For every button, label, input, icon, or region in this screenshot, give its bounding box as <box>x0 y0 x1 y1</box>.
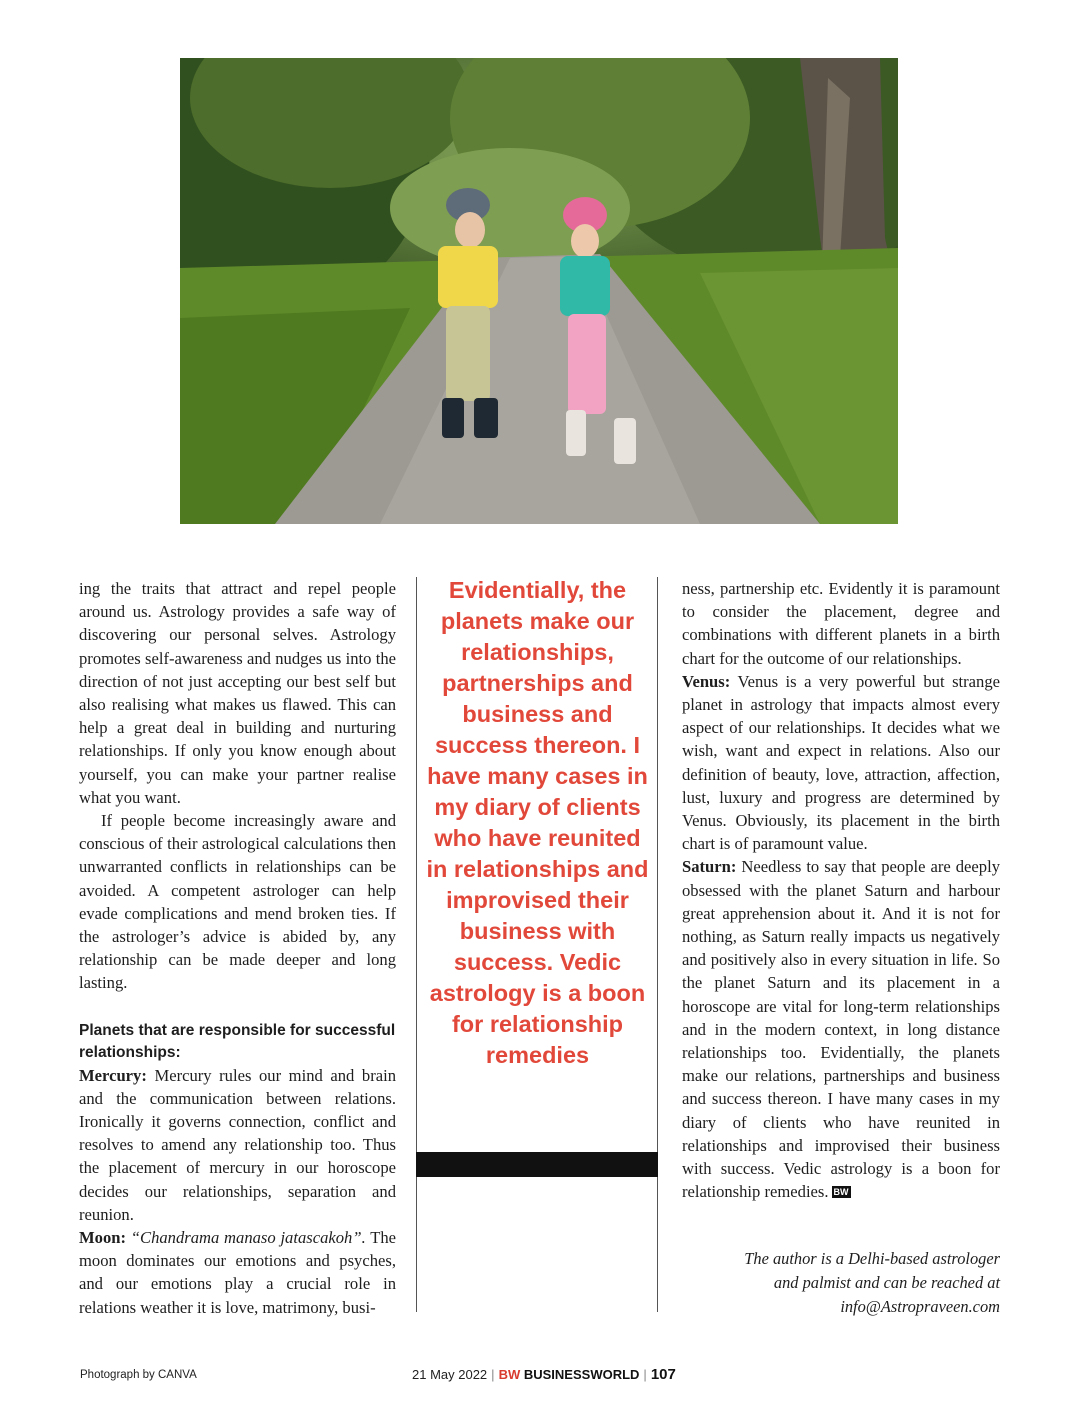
left-paragraph-2: If people become increasingly aware and conscious of their astrological calculations then unwarranted conflicts in relationships can be avoided. A competent astrologer can help evade complications and mend broken ties. If the astrologer’s advice is abided by, any relationship can be made deeper and long lasting. <box>79 811 396 993</box>
end-mark-icon: BW <box>833 1187 849 1198</box>
mercury-text: Mercury rules our mind and brain and the communication between relations. Ironically it governs connection, conflict and resolves to amend any relationship too. Thus the placement of mercury in our horoscope decides our relationships, separation and reunion. <box>79 1065 396 1224</box>
moon-quote: “Chandrama manaso jatascakoh”. <box>130 1228 366 1248</box>
page-footer <box>412 1366 676 1383</box>
moon-paragraph <box>79 1226 396 1319</box>
photo-illustration <box>180 58 898 524</box>
page-number: 107 <box>650 1366 676 1383</box>
author-email-link[interactable]: info@Astropraveen.com <box>840 1297 1000 1316</box>
footer-separator: | <box>491 1367 495 1382</box>
author-credit-line-2: and palmist and can be reached at <box>773 1273 1000 1292</box>
venus-paragraph <box>682 670 1000 856</box>
section-subhead: Planets that are responsible for successful relationships: <box>79 1021 396 1061</box>
saturn-label: Saturn: <box>682 857 737 877</box>
pull-quote: Evidentially, the planets make our relationships, partnerships and business and success thereon. I have many cases in my diary of clients who have reunited in relationships and improvised their business with success. Vedic astrology is a boon for relationship remedies <box>426 577 649 1068</box>
pull-quote-bar <box>416 1152 658 1177</box>
column-divider-left <box>416 577 417 1312</box>
left-paragraph-1: ing the traits that attract and repel people around us. Astrology provides a safe way of discovering our personal selves. Astrology promotes self-awareness and nudges us into the direction of not just accepting our best self but also realising what makes us flawed. This can help a great deal in building and nurturing relationships. If only you know enough about yourself, you can make your partner realise what you want. <box>79 579 396 807</box>
author-credit <box>640 1247 1000 1319</box>
issue-date: 21 May 2022 <box>412 1367 488 1382</box>
moon-text: The moon dominates our emotions and psyches, and our emotions play a crucial role in relations weather it is love, matrimony, busi- <box>79 1228 396 1317</box>
mercury-paragraph <box>79 1064 396 1226</box>
right-column <box>682 577 1000 1203</box>
saturn-text: Needless to say that people are deeply obsessed with the planet Saturn and harbour great apprehension about it. And it is not for nothing, as Saturn really impacts us negatively and positively also in every situation in life. So the planet Saturn and its placement in a horoscope are vital for long-term relationships and in the modern context, in long distance relationships too. Evidentially, the planets make our relations, partnerships and business and success thereon. I have many cases in my diary of clients who have reunited in relationships and improvised their business with success. Vedic astrology is a boon for relationship remedies. <box>682 857 1000 1202</box>
bw-logo: BW <box>498 1367 521 1382</box>
left-column <box>79 577 396 1319</box>
magazine-name: BUSINESSWORLD <box>523 1367 640 1382</box>
author-credit-line-1: The author is a Delhi-based astrologer <box>744 1249 1000 1268</box>
column-divider-right <box>657 577 658 1312</box>
moon-label: Moon: <box>79 1228 127 1248</box>
venus-text: Venus is a very powerful but strange planet in astrology that impacts almost every aspect of our relationships. It decides what we wish, want and expect in relations. Also our definition of beauty, love, attraction, affection, lust, luxury and progress are determined by Venus. Obviously, its placement in the birth chart is of paramount value. <box>682 671 1000 854</box>
article-photo <box>180 58 898 524</box>
saturn-paragraph <box>682 855 1000 1203</box>
footer-separator: | <box>643 1367 647 1382</box>
mercury-label: Mercury: <box>79 1065 147 1085</box>
photo-credit: Photograph by CANVA <box>80 1369 197 1381</box>
venus-label: Venus: <box>682 671 731 691</box>
right-paragraph-1: ness, partnership etc. Evidently it is paramount to consider the placement, degree and combinations with different planets in a birth chart for the outcome of our relationships. <box>682 579 1000 668</box>
